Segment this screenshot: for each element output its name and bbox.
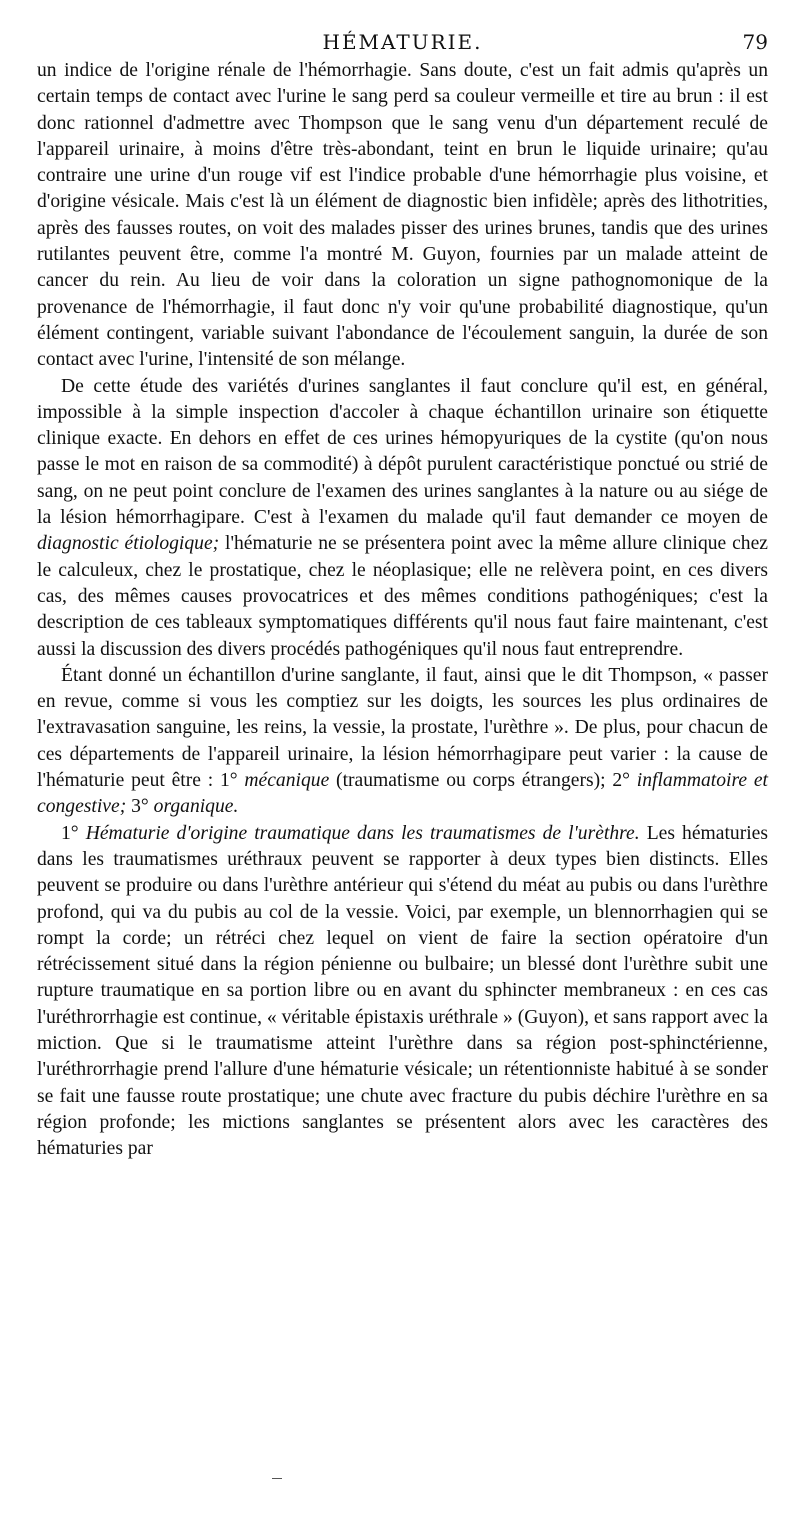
italic-segment: diagnostic étiologique;	[37, 533, 220, 555]
page-header	[37, 30, 768, 58]
text-segment: l'hématurie ne se présentera point avec la même allure clinique chez le calculeux, chez le prostatique, chez le néoplasique; elle ne relèvera point, en ces divers cas, des mêmes causes provocatrices et des mêmes conditions pathogéniques; c'est la description de ces tableaux symptomatiques différents qu'il nous faut faire maintenant, c'est aussi la discussion des divers procédés pathogéniques qu'il nous faut entreprendre.	[37, 533, 768, 660]
page-number: 79	[742, 30, 768, 54]
italic-segment: organique.	[153, 796, 239, 818]
stray-mark	[272, 1478, 282, 1479]
text-segment: De cette étude des variétés d'urines sanglantes il faut conclure qu'il est, en général, impossible à la simple inspection d'accoler à chaque échantillon urinaire son étiquette clinique exacte. En dehors en effet de ces urines hémopyuriques de la cystite (qu'on nous passe le mot en raison de sa commodité) à dépôt purulent caractéristique ponctué ou strié de sang, on ne peut point conclure de l'examen des urines sanglantes à la nature ou au siége de la lésion hémorrhagipare. C'est à l'examen du malade qu'il faut demander ce moyen de	[37, 375, 768, 529]
text-segment: Étant donné un échantillon d'urine sanglante, il faut, ainsi que le dit Thompson, « passer en revue, comme si vous les comptiez sur les doigts, les sources les plus ordinaires de l'extravasation sanguine, les reins, la vessie, la prostate, l'urèthre ». De plus, pour chacun de ces départements de l'appareil urinaire, la lésion hémorrhagipare peut varier : la cause de l'hématurie peut être : 1°	[37, 664, 768, 792]
text-segment: 1°	[61, 822, 86, 844]
body-text	[37, 58, 768, 1162]
paragraph-2	[37, 374, 768, 663]
italic-segment: inflammatoire et congestive;	[37, 770, 768, 818]
running-title: HÉMATURIE.	[322, 30, 483, 54]
text-segment: (traumatisme ou corps étrangers); 2°	[329, 770, 637, 792]
text-segment: 3°	[126, 796, 154, 818]
paragraph-3	[37, 663, 768, 821]
paragraph-4	[37, 821, 768, 1163]
italic-segment: mécanique	[244, 770, 330, 792]
text-segment: Les hématuries dans les traumatismes uréthraux peuvent se rapporter à deux types bien distincts. Elles peuvent se produire ou dans l'urèthre antérieur qui s'étend du méat au pubis ou dans l'urèthre profond, qui va du pubis au col de la vessie. Voici, par exemple, un blennorrhagien qui se rompt la corde; un rétréci chez lequel on vient de faire la section opératoire d'un rétrécissement situé dans la région pénienne ou bulbaire; un blessé dont l'urèthre subit une rupture traumatique en sa portion libre ou en avant du sphincter membraneux : en ces cas l'uréthrorrhagie est continue, « véritable épistaxis uréthrale » (Guyon), et sans rapport avec la miction. Que si le traumatisme atteint l'urèthre dans sa région post-sphinctérienne, l'uréthrorrhagie prend l'allure d'une hématurie vésicale; un rétentionniste habitué à se sonder se fait une fausse route prostatique; une chute avec fracture du pubis déchire l'urèthre en sa région profonde; les mictions sanglantes se présentent alors avec les caractères des hématuries par	[37, 822, 769, 1160]
book-page	[37, 30, 768, 1162]
paragraph-1	[37, 58, 768, 374]
text-segment: un indice de l'origine rénale de l'hémorrhagie. Sans doute, c'est un fait admis qu'après un certain temps de contact avec l'urine le sang perd sa couleur vermeille et tire au brun : il est donc rationnel d'admettre avec Thompson que le sang venu d'un département reculé de l'appareil urinaire, à moins d'être très-abondant, teint en brun le liquide urinaire; qu'au contraire une urine d'un rouge vif est l'indice probable d'une hémorrhagie plus voisine, et d'origine vésicale. Mais c'est là un élément de diagnostic bien infidèle; après des lithotrities, après des fausses routes, on voit des malades pisser des urines brunes, tandis que des urines rutilantes peuvent être, comme l'a montré M. Guyon, fournies par un malade atteint de cancer du rein. Au lieu de voir dans la coloration un signe pathognomonique de la provenance de l'hémorrhagie, il faut donc n'y voir qu'une probabilité diagnostique, qu'un élément contingent, variable suivant l'abondance de l'écoulement sanguin, la durée de son contact avec l'urine, l'intensité de son mélange.	[37, 60, 768, 371]
italic-segment: Hématurie d'origine traumatique dans les traumatismes de l'urèthre.	[85, 822, 640, 844]
